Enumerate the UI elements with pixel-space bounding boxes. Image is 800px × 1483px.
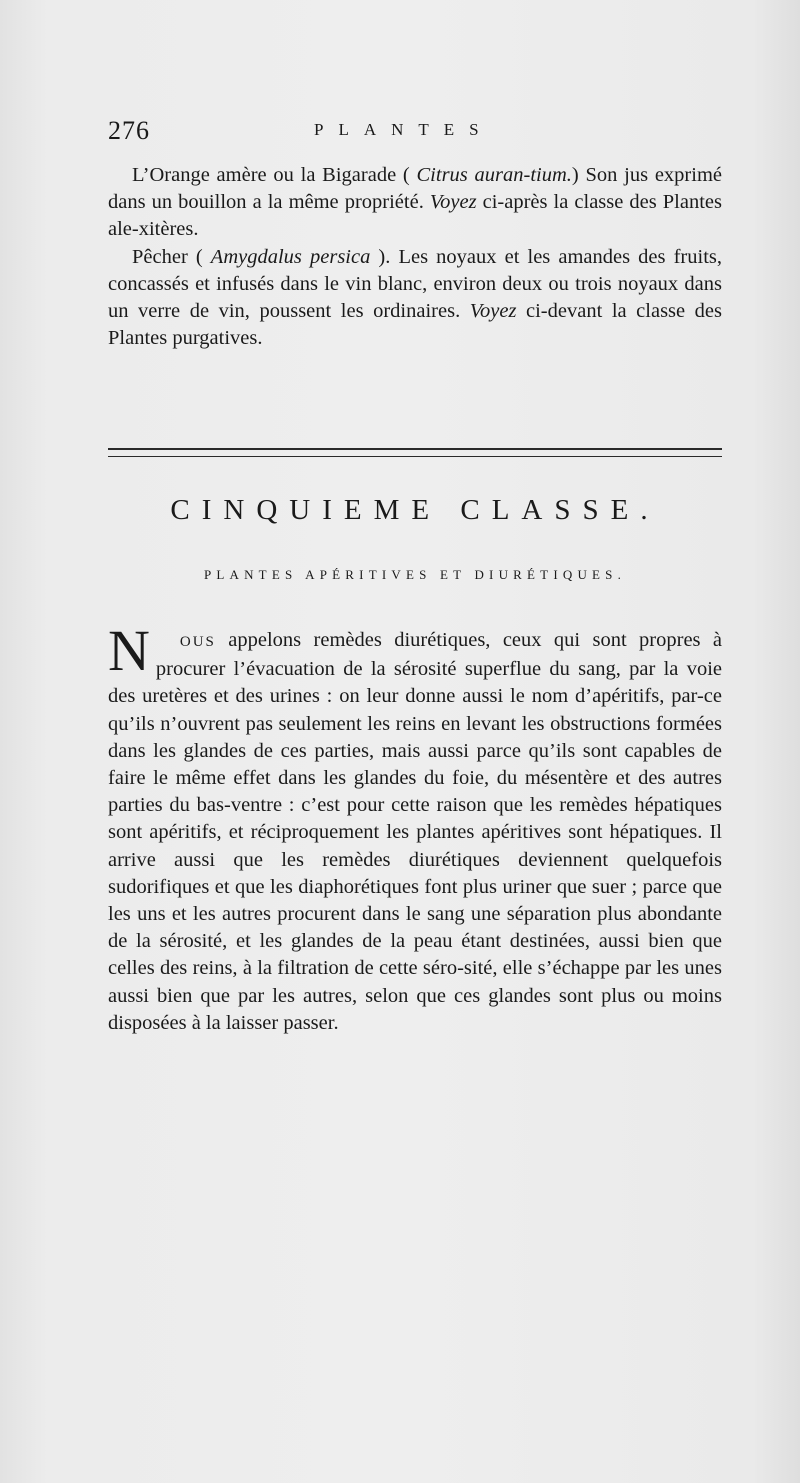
entry-text: ). Les noyaux et les amandes des fruits, concassés et infusés dans le vin blanc, environ deux ou trois noyaux dans un verre de vin, poussent les ordinaires.: [108, 245, 722, 323]
section-title: CINQUIEME CLASSE.: [170, 494, 660, 526]
entry-text: L’Orange amère ou la Bigarade (: [132, 164, 417, 186]
latin-name: Amygdalus persica: [210, 245, 371, 268]
entry-text: ci-après la classe des Plantes ale-xitères.: [108, 191, 722, 241]
entry-text: Pêcher (: [132, 245, 211, 268]
lead-word: OUS: [179, 634, 216, 650]
paragraph-text: appelons remèdes diurétiques, ceux qui sont propres à procurer l’évacuation de la sérosité superflue du sang, par la voie des uretères et des urines : on leur donne aussi le nom d’apéritifs, par-ce qu’ils n’ouvrent pas seulement les reins en levant les obstructions formées dans les glandes de ces parties, mais aussi parce qu’ils sont capables de faire le même effet dans les glandes du foie, du mésentère et des autres parties du bas-ventre : c’est pour cette raison que les remèdes hépatiques sont apéritifs, et réciproquement les plantes apéritives sont hépatiques. Il arrive aussi que les remèdes diurétiques deviennent quelquefois sudorifiques et que les diaphorétiques font plus uriner que suer ; parce que les uns et les autres procurent dans le sang une séparation plus abondante de la sérosité, et les glandes de la peau étant destinées, aussi bien que celles des reins, à la filtration de cette séro-sité, elle s’échappe par les unes aussi bien que par les autres, selon que ces glandes sont plus ou moins disposées à la laisser passer.: [108, 629, 722, 1034]
latin-name: Citrus auran-tium.: [416, 164, 572, 186]
continued-entries: [108, 162, 722, 352]
page-header: [108, 116, 720, 150]
cross-reference: Voyez: [469, 300, 517, 323]
entry-orange-amere: [108, 162, 722, 244]
section-body: [108, 618, 722, 1037]
entry-pecher: [108, 244, 722, 353]
divider-thick-rule: [108, 448, 722, 450]
intro-paragraph: [108, 618, 722, 1037]
running-title: PLANTES: [314, 120, 494, 139]
entry-text: ) Son jus exprimé dans un bouillon a la même propriété.: [108, 164, 722, 214]
section-divider: [108, 448, 722, 462]
cross-reference: Voyez: [429, 191, 477, 214]
drop-cap: N: [108, 618, 150, 683]
section-subtitle: PLANTES APÉRITIVES ET DIURÉTIQUES.: [203, 567, 627, 582]
page-number: 276: [108, 116, 150, 145]
entry-text: ci-devant la classe des Plantes purgatives.: [108, 300, 722, 350]
divider-thin-rule: [108, 456, 722, 457]
